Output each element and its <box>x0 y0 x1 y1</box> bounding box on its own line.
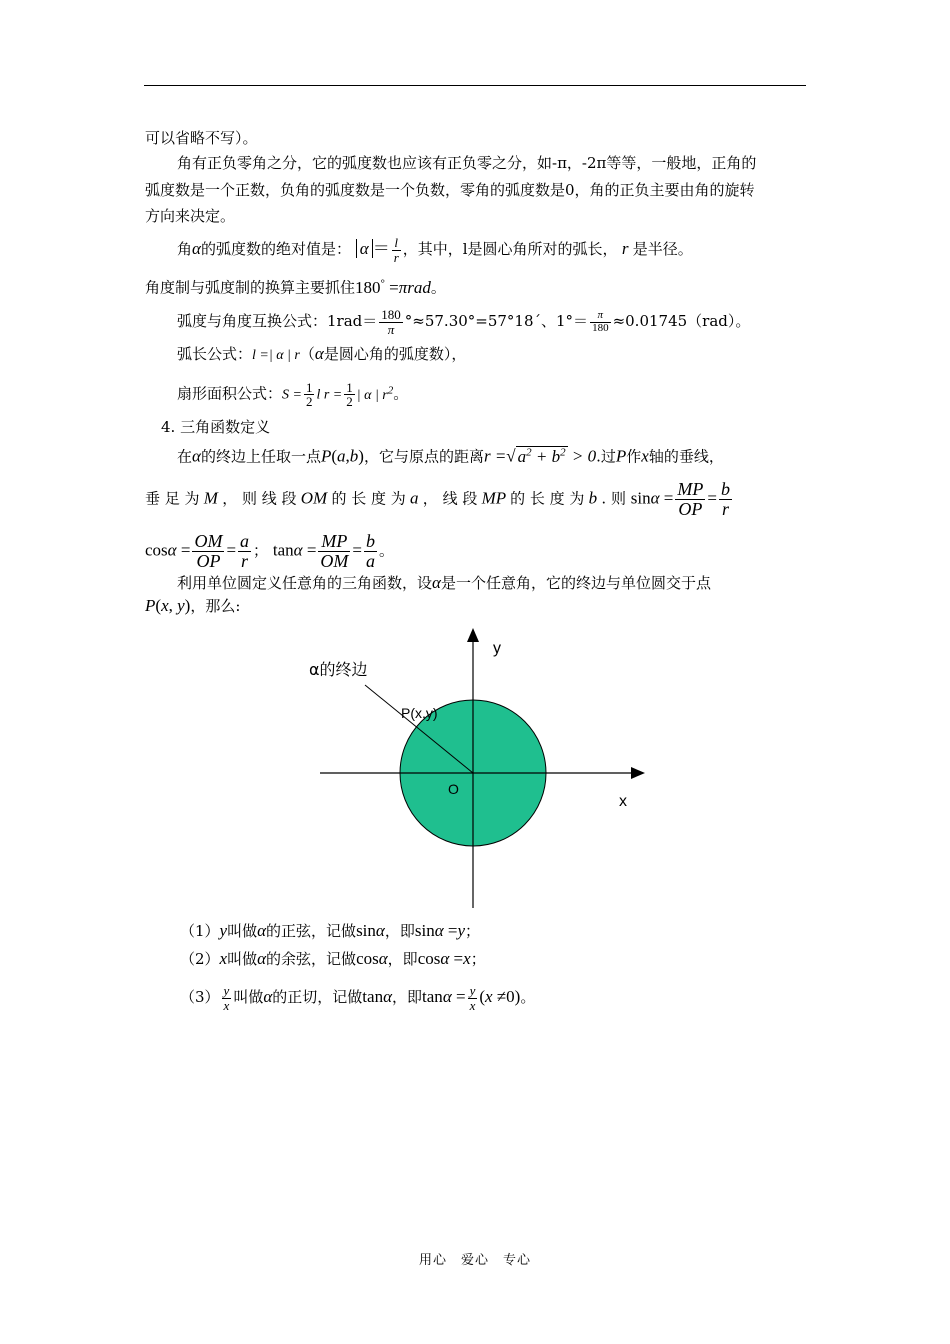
cosine-definition-formula: cosα = <box>145 540 191 560</box>
sine-definition-formula: sinα = <box>630 488 674 508</box>
conversion-formula: 180° =πrad <box>355 277 431 297</box>
header-rule <box>144 85 806 86</box>
section-heading: 4. 三角函数定义 <box>161 418 271 436</box>
definition-line-3: cosα = $\frac{OM}{OP}$ = $\frac{a}{r}$ ； tanα = $\frac{MP}{OM}$ = $\frac{b}{a}$ 。 <box>145 531 395 571</box>
arc-length-line: 弧长公式：l =| α | r（α是圆心角的弧度数）， <box>177 344 467 363</box>
list-item-cosine: （2）x叫做α的余弦，记做cosα，即cosα =x； <box>180 949 486 968</box>
y-axis-arrow <box>467 628 479 642</box>
180-over-pi-fraction: $\frac{180}{\pi}$ <box>381 307 401 337</box>
terminal-side-label: α的终边 <box>309 660 368 679</box>
paragraph-sign-line-3: 方向来决定。 <box>145 207 236 225</box>
tangent-definition-formula: tanα = <box>272 540 317 560</box>
paragraph-sign-line-1: 角有正负零角之分，它的弧度数也应该有正负零之分，如-π，-2π等等，一般地，正角的 <box>177 154 757 172</box>
page-footer: 用心 爱心 专心 <box>418 1253 531 1268</box>
unit-circle-line-1: 利用单位圆定义任意角的三角函数，设α是一个任意角，它的终边与单位圆交于点 <box>177 573 711 592</box>
origin-label: O <box>448 781 459 797</box>
list-item-sine: （1）y叫做α的正弦，记做sinα，即sinα =y； <box>180 921 481 940</box>
paragraph-sign-line-2: 弧度数是一个正数，负角的弧度数是一个负数，零角的弧度数是0，角的正负主要由角的旋转 <box>145 181 755 199</box>
x-axis-label: x <box>619 793 627 810</box>
paragraph-continuation: 可以省略不写）。 <box>145 129 258 147</box>
abs-value-line: 角α的弧度数的绝对值是： α ＝ $\frac{l}{r}$ ，其中，l是圆心角所对的弧长， r 是半径。 <box>177 235 693 265</box>
distance-formula: r =√ $a^2 + b^2 > 0$ <box>483 446 597 466</box>
arc-length-formula: l =| α | r <box>252 348 300 363</box>
conversion-line: 角度制与弧度制的换算主要抓住180° =πrad。 <box>145 277 446 297</box>
pi-over-180-fraction: $\frac{\pi}{180}$ <box>592 309 609 334</box>
point-p-label: P(x,y) <box>401 705 438 721</box>
x-axis-arrow <box>631 767 645 779</box>
l-over-r-fraction: $\frac{l}{r}$ <box>393 235 399 265</box>
definition-line-1: 在α的终边上任取一点P(a,b)，它与原点的距离r =√ $a^2 + b^2 > 0$.过P作x轴的垂线， <box>177 446 724 466</box>
definition-line-2: 垂 足 为 M ， 则 线 段 OM 的 长 度 为 a ， 线 段 MP 的 长 度 为 b . 则 sinα = $\frac{MP}{OP}$ = $\frac{b}{r}$ <box>145 479 730 519</box>
unit-circle-diagram <box>300 620 660 920</box>
sector-area-line: 扇形面积公式：S = $\frac{1}{2}$ l r = $\frac{1}{2}$ | α | $r^2$。 <box>177 379 409 410</box>
unit-circle-line-2: P(x, y)，那么: <box>145 596 241 615</box>
y-axis-label: y <box>493 640 501 657</box>
abs-alpha-formula: α <box>356 239 373 258</box>
sector-area-formula: S = <box>282 387 302 403</box>
degree-conversion-line: 弧度与角度互换公式：1rad＝ $\frac{180}{\pi}$ °≈57.30°=57°18ˊ、1°＝ $\frac{\pi}{180}$ ≈0.01745（rad）。 <box>177 307 751 337</box>
list-item-tangent: （3） $\frac{y}{x}$ 叫做α的正切，记做tanα，即tanα = $\frac{y}{x}$ (x ≠0)。 <box>180 983 536 1013</box>
